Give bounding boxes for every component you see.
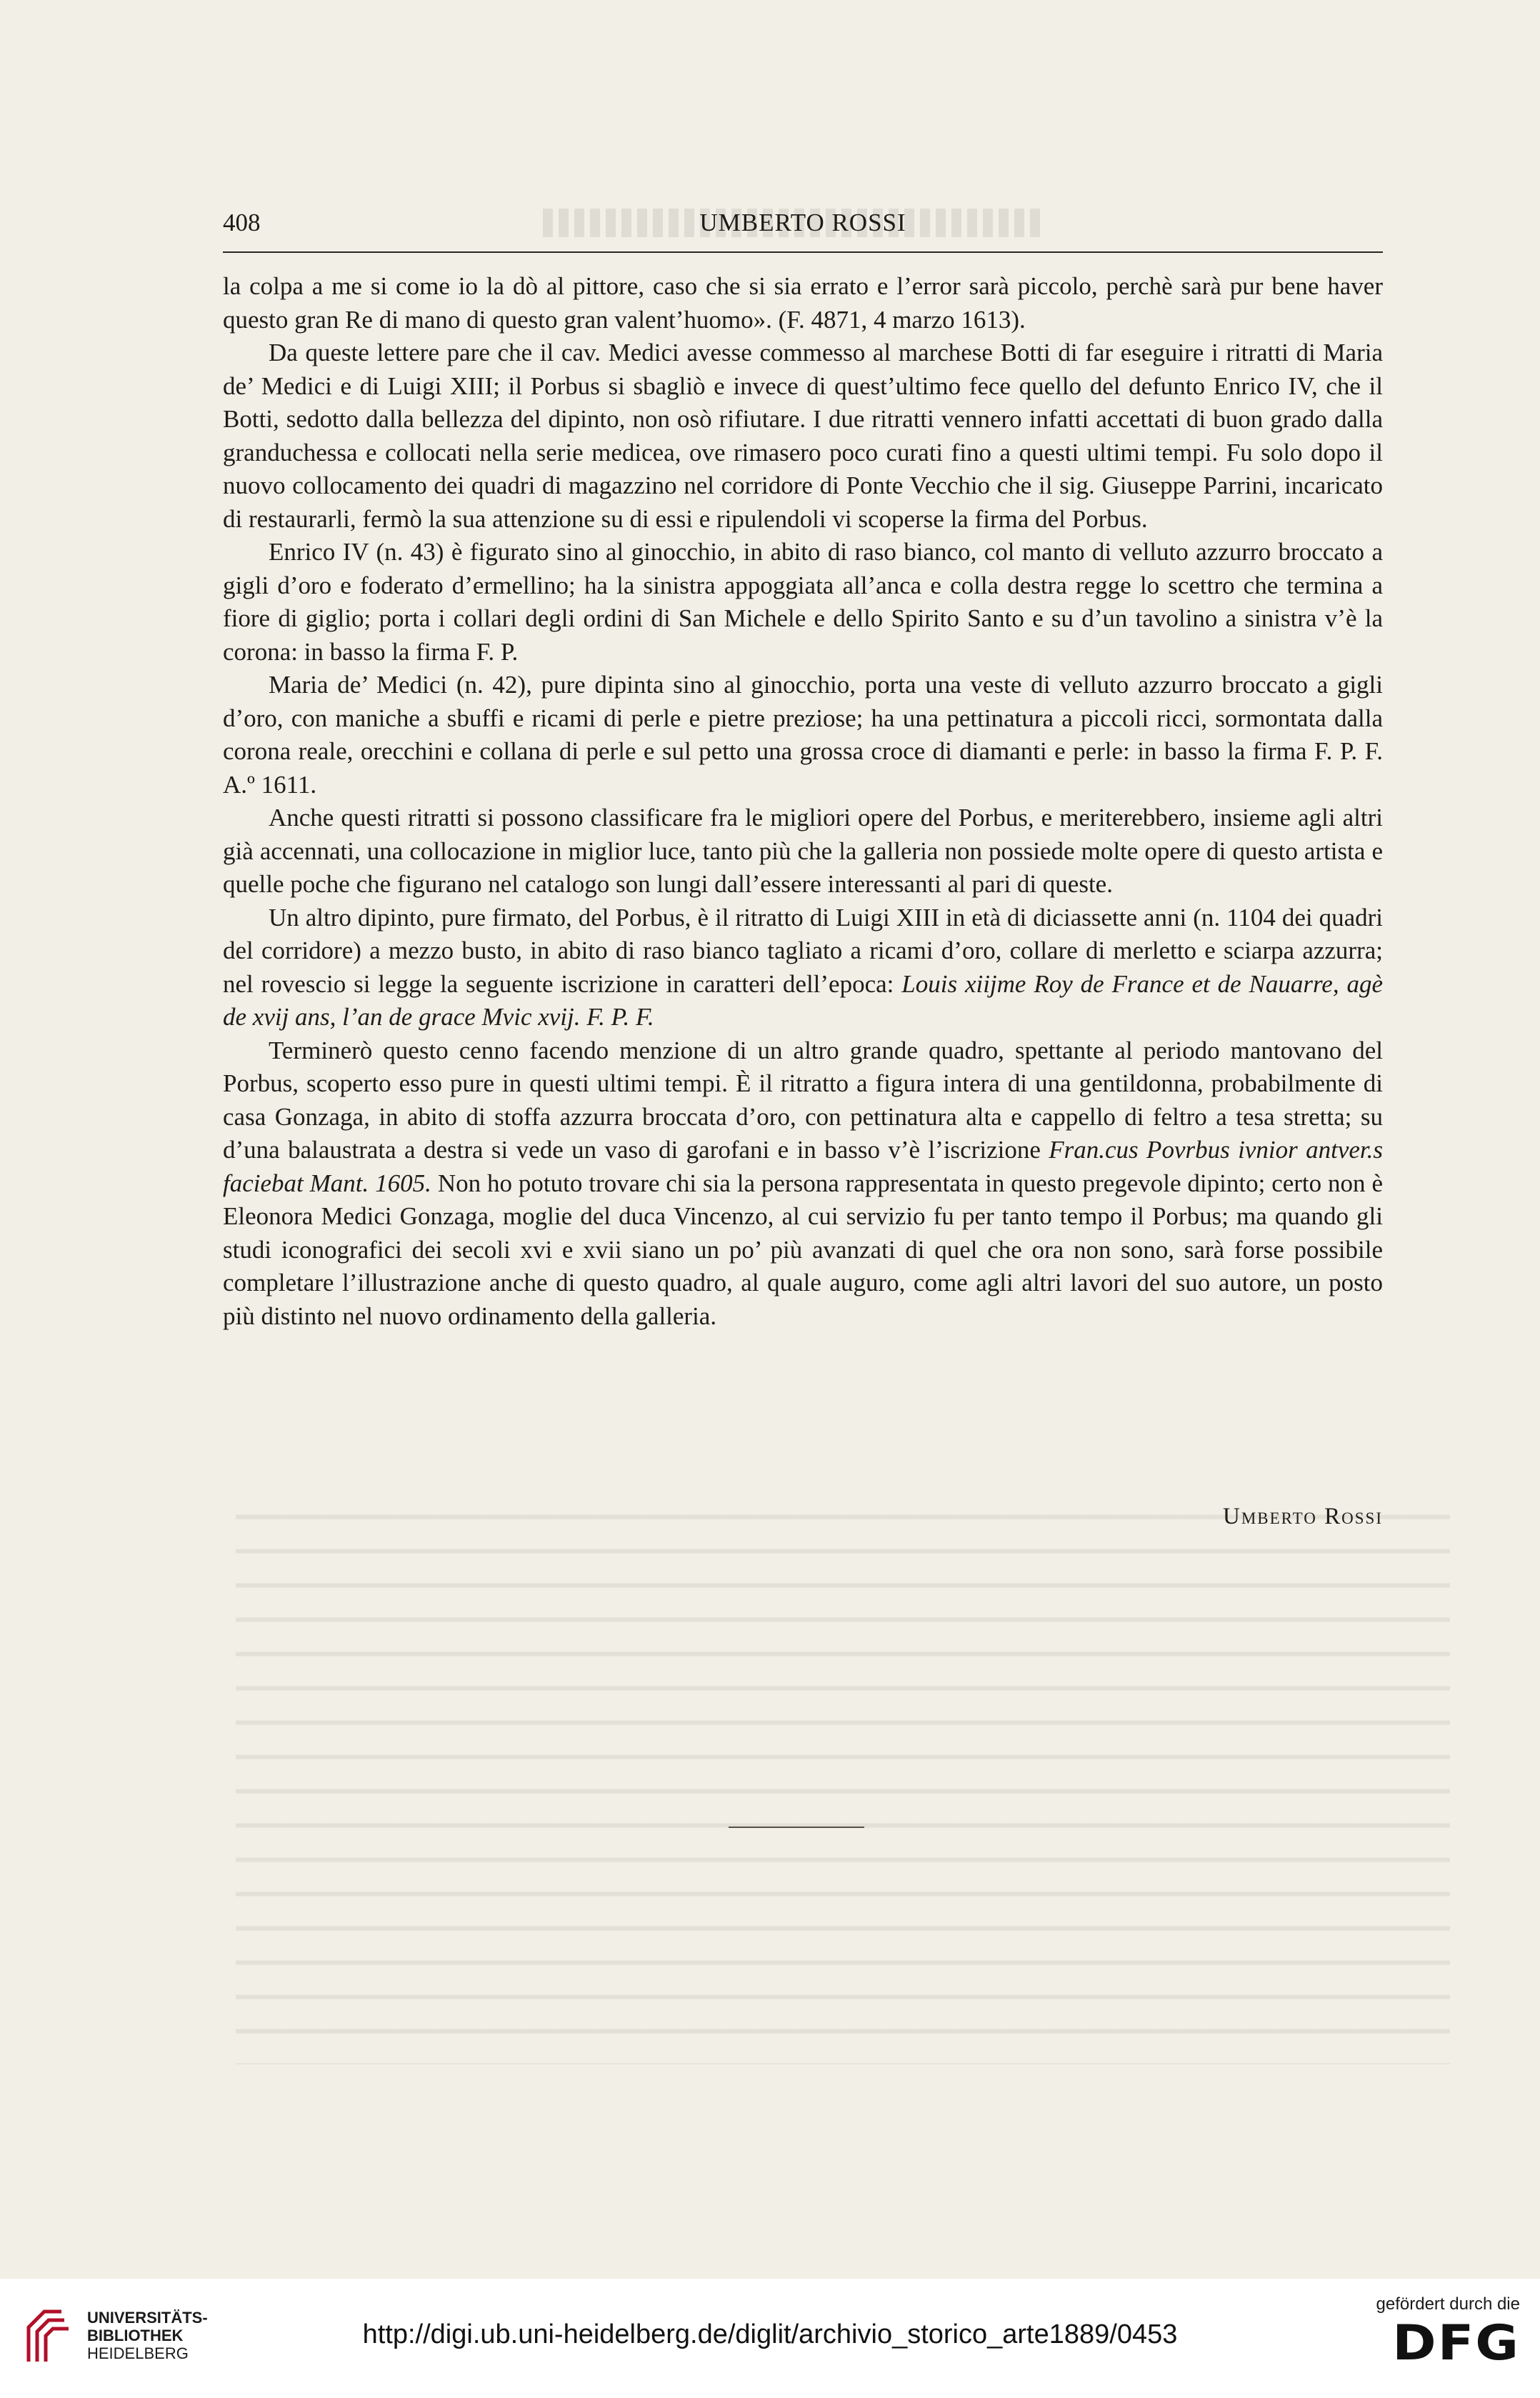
library-line-1: UNIVERSITÄTS- (87, 2309, 208, 2327)
running-head-author: UMBERTO ROSSI (699, 209, 906, 236)
inscription-luigi: Louis xiijme Roy de France et de Nauarre, agè de xvij ans, l’an de grace Mvic xvij. F. P. F. (223, 969, 1383, 1031)
paragraph: Da queste lettere pare che il cav. Medici avesse commesso al marchese Botti di far eseguire i ritratti di Maria de’ Medici e di Luigi XIII; il Porbus si sbagliò e invece di quest’ultimo fece quello del defunto Enrico IV, che il Botti, sedotto dalla bellezza del dipinto, non osò rifiutare. I due ritratti vennero infatti accettati di buon grado dalla granduchessa e collocati nella serie medicea, ove rimasero poco curati fino a questi ultimi tempi. Fu solo dopo il nuovo collocamento dei quadri di magazzino nel corridore di Ponte Vecchio che il sig. Giuseppe Parrini, incaricato di restaurarli, fermò la sua attenzione su di essi e ripulendoli vi scoperse la firma del Porbus. (223, 339, 1383, 533)
article-body (223, 270, 1383, 1333)
author-signature: Umberto Rossi (1223, 1504, 1383, 1529)
paragraph: Anche questi ritratti si possono classificare fra le migliori opere del Porbus, e meriterebbero, insieme agli altri già accennati, una collocazione in miglior luce, tanto più che la galleria non possiede molte opere di questo artista e quelle poche che figurano nel catalogo son lungi dall’essere interessanti al pari di queste. (223, 804, 1383, 898)
library-line-3: HEIDELBERG (87, 2344, 189, 2362)
paragraph: Enrico IV (n. 43) è figurato sino al ginocchio, in abito di raso bianco, col manto di velluto azzurro broccato a gigli d’oro e foderato d’ermellino; ha la sinistra appoggiata all’anca e colla destra regge lo scettro che termina a fiore di giglio; porta i collari degli ordini di San Michele e dello Spirito Santo e su d’un tavolino a sinistra v’è la corona: in basso la firma F. P. (223, 538, 1383, 666)
paragraph: la colpa a me si come io la dò al pittore, caso che si sia errato e l’error sarà piccolo, perchè sarà pur bene haver questo gran Re di mano di questo gran valent’huomo». (F. 4871, 4 marzo 1613). (223, 272, 1383, 334)
page-number: 408 (223, 209, 261, 236)
running-head (223, 209, 1383, 243)
end-rule (729, 1827, 864, 1828)
library-line-2: BIBLIOTHEK (87, 2327, 184, 2344)
paragraph: Maria de’ Medici (n. 42), pure dipinta sino al ginocchio, porta una veste di velluto azzurro broccato a gigli d’oro, con maniche a sbuffi e ricami di perle e pietre preziose; ha una pettinatura a piccoli ricci, sormontata dalla corona reale, orecchini e collana di perle e sul petto una grossa croce di diamanti e perle: in basso la firma F. P. F. A.º 1611. (223, 671, 1383, 799)
bleed-through-texture (236, 1493, 1450, 2064)
paragraph-text: Non ho potuto trovare chi sia la persona rappresentata in questo pregevole dipinto; certo non è Eleonora Medici Gonzaga, moglie del duca Vincenzo, al cui servizio fu per tanto tempo il Porbus; ma quando gli studi iconografici dei secoli xvi e xvii siano un po’ più avanzati di quel che ora non sono, sarà forse possibile completare l’illustrazione anche di questo quadro, al quale auguro, come agli altri lavori del suo autore, un posto più distinto nel nuovo ordinamento della galleria. (223, 1169, 1384, 1330)
paragraph-luigi (223, 901, 1383, 1034)
dfg-funding[interactable] (1334, 2294, 1520, 2387)
paragraph-text: Terminerò questo cenno facendo menzione di un altro grande quadro, spettante al periodo mantovano del Porbus, scoperto esso pure in questi ultimi tempi. È il ritratto a figura intera di una gentildonna, probabilmente di casa Gonzaga, in abito di stoffa azzurra broccata d’oro, con pettinatura alta e cappello di feltro a tesa stretta; su d’una balaustrata a destra si vede un vaso di garofani e in basso v’è l’iscrizione (223, 1036, 1383, 1164)
paragraph-gonzaga (223, 1034, 1383, 1334)
dfg-logo: DFG (1392, 2314, 1520, 2372)
paragraph-text: Un altro dipinto, pure firmato, del Porbus, è il ritratto di Luigi XIII in età di diciassette anni (n. 1104 dei quadri del corridore) a mezzo busto, in abito di raso bianco tagliato a ricami d’oro, collare di merletto e sciarpa azzurra; nel rovescio si legge la seguente iscrizione in caratteri dell’epoca: (223, 903, 1383, 998)
digitization-footer (0, 2279, 1540, 2398)
funding-caption: gefördert durch die (1376, 2294, 1520, 2314)
permalink-url[interactable]: http://digi.ub.uni-heidelberg.de/diglit/archivio_storico_arte1889/0453 (362, 2319, 1178, 2349)
inscription-gonzaga: Fran.cus Povrbus ivnior antver.s faciebat Mant. 1605. (223, 1136, 1383, 1197)
header-rule (223, 251, 1383, 253)
